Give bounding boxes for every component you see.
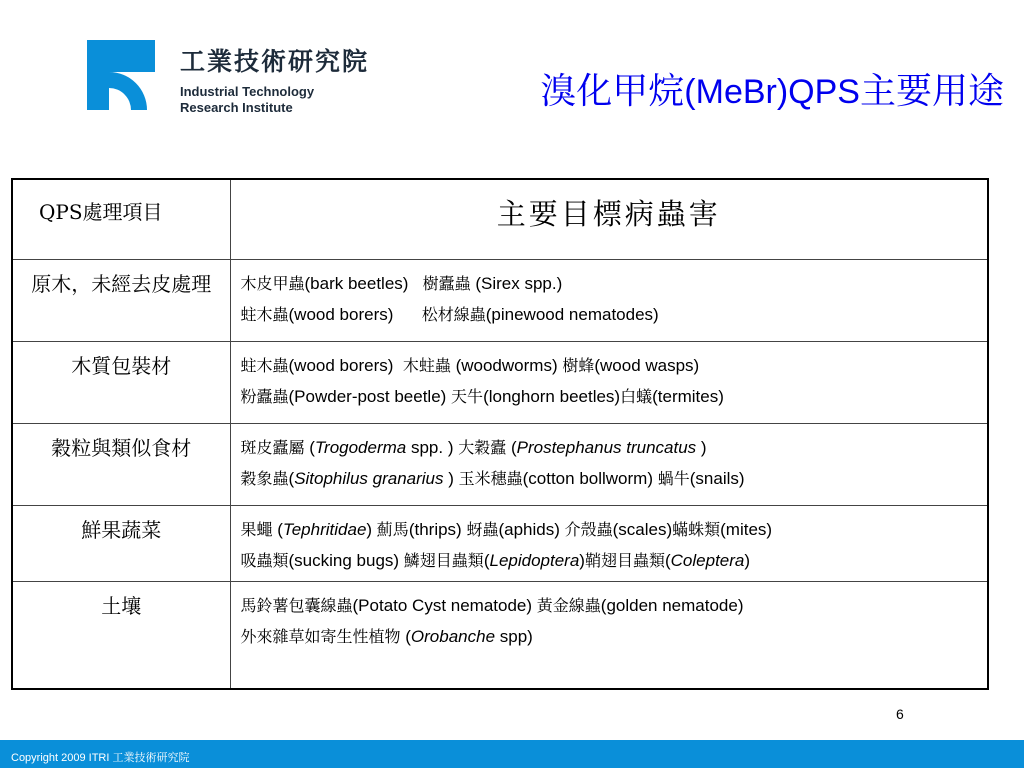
pest-name-english: (: [506, 437, 517, 457]
pest-scientific-name: Prostephanus truncatus: [516, 437, 697, 457]
target-line: [241, 621, 988, 652]
pest-name-chinese: 果蠅: [240, 519, 273, 539]
target-line: [241, 381, 988, 412]
pest-name-chinese: 薊馬: [376, 519, 409, 539]
pest-name-chinese: 穀象蟲: [240, 468, 289, 488]
pest-name-chinese: 樹蜂: [562, 355, 595, 375]
pest-scientific-name: Sitophilus granarius: [294, 468, 444, 488]
pest-name-english: (aphids): [498, 519, 565, 539]
pest-scientific-name: Tephritidae: [282, 519, 367, 539]
itri-logo: [85, 38, 385, 114]
pest-name-english: (wood borers): [288, 355, 403, 375]
pest-name-chinese: 斑皮蠹屬: [240, 437, 305, 457]
pest-name-english: spp): [495, 626, 533, 646]
target-line: [241, 514, 988, 545]
pest-name-chinese: 天牛: [451, 386, 484, 406]
target-line: [241, 268, 988, 299]
logo-name-english-line2: Research Institute: [180, 100, 293, 115]
pest-name-chinese: 粉蠹蟲: [240, 386, 289, 406]
pest-name-english: (: [664, 550, 671, 570]
pest-name-english: ): [366, 519, 377, 539]
pest-name-english: (termites): [652, 386, 724, 406]
pest-name-english: (snails): [689, 468, 745, 488]
pest-name-chinese: 大穀蠹: [458, 437, 507, 457]
title-suffix: 主要用途: [859, 71, 1004, 112]
row-category: 木質包裝材: [12, 341, 230, 423]
pest-name-chinese: 鞘翅目蟲類: [584, 550, 665, 570]
pest-name-english: (thrips): [408, 519, 467, 539]
qps-target-pests-table: [11, 178, 989, 690]
footer-copyright: Copyright 2009 ITRI 工業技術研究院: [11, 752, 190, 764]
pest-name-english: (wood wasps): [594, 355, 700, 375]
row-targets: [230, 505, 988, 581]
pest-name-english: (pinewood nematodes): [485, 304, 659, 324]
pest-scientific-name: Orobanche: [410, 626, 496, 646]
target-line: [241, 299, 988, 330]
target-line: [241, 463, 988, 494]
pest-name-english: (woodworms): [450, 355, 563, 375]
pest-name-chinese: 木蛀蟲: [402, 355, 451, 375]
row-category: 鮮果蔬菜: [12, 505, 230, 581]
pest-name-english: (scales): [612, 519, 673, 539]
page-number: 6: [896, 706, 904, 722]
table-row: [12, 259, 988, 341]
pest-scientific-name: Trogoderma: [314, 437, 407, 457]
row-category: 土壤: [12, 581, 230, 689]
pest-name-english: (wood borers): [288, 304, 422, 324]
pest-name-chinese: 蟎蛛類: [672, 519, 721, 539]
pest-name-english: (: [483, 550, 490, 570]
title-latin: (MeBr)QPS: [684, 73, 860, 111]
pest-name-chinese: 白蟻: [620, 386, 653, 406]
pest-scientific-name: Lepidoptera: [489, 550, 580, 570]
row-targets: [230, 341, 988, 423]
row-category: 穀粒與類似食材: [12, 423, 230, 505]
pest-name-english: (cotton bollworm): [522, 468, 658, 488]
pest-name-english: (: [288, 468, 295, 488]
header-main-target-pests: 主要目標病蟲害: [230, 179, 988, 259]
pest-name-chinese: 蝸牛: [657, 468, 690, 488]
pest-name-chinese: 鱗翅目蟲類: [403, 550, 484, 570]
table-row: [12, 423, 988, 505]
pest-name-chinese: 玉米穗蟲: [458, 468, 523, 488]
table-row: [12, 581, 988, 689]
pest-name-english: (Sirex spp.): [470, 273, 563, 293]
target-line: [241, 350, 988, 381]
pest-name-chinese: 蛀木蟲: [240, 355, 289, 375]
logo-name-chinese: 工業技術研究院: [180, 47, 370, 76]
pest-name-english: spp. ): [406, 437, 459, 457]
pest-name-english: ): [579, 550, 585, 570]
header-qps-treatment-item: QPS處理項目: [12, 179, 230, 259]
pest-name-english: (Potato Cyst nematode): [352, 595, 537, 615]
row-targets: [230, 581, 988, 689]
pest-name-english: (Powder-post beetle): [288, 386, 452, 406]
pest-name-english: (bark beetles): [304, 273, 423, 293]
pest-name-chinese: 介殼蟲: [564, 519, 613, 539]
logo-name-english-line1: Industrial Technology: [180, 84, 315, 99]
pest-name-english: (: [272, 519, 283, 539]
target-line: [241, 545, 988, 576]
pest-name-chinese: 蛀木蟲: [240, 304, 289, 324]
pest-scientific-name: Coleptera: [670, 550, 745, 570]
target-line: [241, 432, 988, 463]
row-category: 原木，未經去皮處理: [12, 259, 230, 341]
pest-name-english: (: [400, 626, 411, 646]
pest-name-chinese: 樹蠹蟲: [422, 273, 471, 293]
pest-name-chinese: 木皮甲蟲: [240, 273, 305, 293]
row-targets: [230, 423, 988, 505]
table-header-row: [12, 179, 988, 259]
pest-name-chinese: 蚜蟲: [466, 519, 499, 539]
target-line: [241, 590, 988, 621]
pest-name-english: (mites): [720, 519, 773, 539]
pest-name-chinese: 馬鈴薯包囊線蟲: [240, 595, 353, 615]
pest-name-english: ): [443, 468, 459, 488]
pest-name-chinese: 吸蟲類: [240, 550, 289, 570]
itri-logo-mark-icon: [85, 38, 157, 112]
row-targets: [230, 259, 988, 341]
title-prefix: 溴化甲烷: [540, 71, 685, 112]
pest-name-english: (golden nematode): [600, 595, 744, 615]
pest-name-english: (sucking bugs): [288, 550, 404, 570]
pest-name-english: ): [744, 550, 751, 570]
pest-name-chinese: 外來雜草如寄生性植物: [240, 626, 401, 646]
table-row: [12, 505, 988, 581]
pest-name-chinese: 松材線蟲: [421, 304, 486, 324]
slide-title: [540, 68, 1004, 116]
pest-name-english: ): [696, 437, 707, 457]
pest-name-english: (longhorn beetles): [483, 386, 621, 406]
pest-name-chinese: 黃金線蟲: [536, 595, 601, 615]
pest-name-english: (: [304, 437, 315, 457]
table-row: [12, 341, 988, 423]
footer-bar: [0, 740, 1024, 768]
